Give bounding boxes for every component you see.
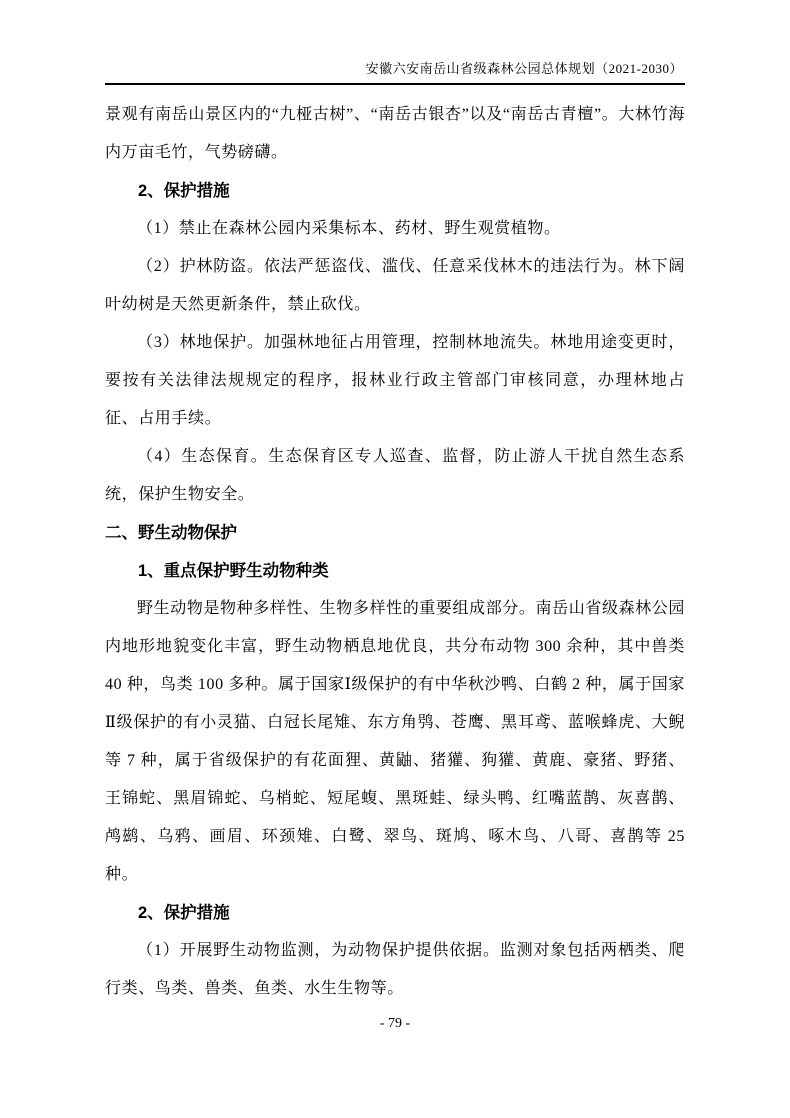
paragraph: 景观有南岳山景区内的“九桠古树”、“南岳古银杏”以及“南岳古青檀”。大林竹海内万亩毛竹，气势磅礴。 — [105, 106, 685, 161]
paragraph: （1）禁止在森林公园内采集标本、药材、野生观赏植物。 — [137, 220, 561, 237]
heading-main: 二、野生动物保护 — [105, 524, 237, 542]
heading-sub: 2、保护措施 — [138, 182, 230, 200]
paragraph: （1）开展野生动物监测，为动物保护提供依据。监测对象包括两栖类、爬行类、鸟类、兽类、鱼类、水生生物等。 — [105, 942, 685, 997]
paragraph: （2）护林防盗。依法严惩盗伐、滥伐、任意采伐林木的违法行为。林下阔叶幼树是天然更新条件，禁止砍伐。 — [105, 258, 685, 313]
page-content — [105, 0, 685, 1008]
heading-sub: 2、保护措施 — [138, 904, 230, 922]
header-title: 安徽六安南岳山省级森林公园总体规划（2021-2030） — [365, 61, 683, 76]
paragraph: 野生动物是物种多样性、生物多样性的重要组成部分。南岳山省级森林公园内地形地貌变化丰富，野生动物栖息地优良，共分布动物 300 余种，其中兽类 40 种，鸟类 100 多种。属于国家Ⅰ级保护的有中华秋沙鸭、白鹤 2 种，属于国家Ⅱ级保护的有小灵猫、白冠长尾雉、东方角鸮、苍鹰、黑耳鸢、蓝喉蜂虎、大鲵等 7 种，属于省级保护的有花面狸、黄鼬、猪獾、狗獾、黄鹿、豪猪、野猪、王锦蛇、黑眉锦蛇、乌梢蛇、短尾蝮、黑斑蛙、绿头鸭、红嘴蓝鹊、灰喜鹊、鸬鹚、乌鸦、画眉、环颈雉、白鹭、翠鸟、斑鸠、啄木鸟、八哥、喜鹊等 25 种。 — [105, 600, 685, 883]
page-footer — [0, 1012, 790, 1036]
heading-sub: 1、重点保护野生动物种类 — [138, 562, 329, 580]
paragraph: （3）林地保护。加强林地征占用管理，控制林地流失。林地用途变更时，要按有关法律法规规定的程序，报林业行政主管部门审核同意，办理林地占征、占用手续。 — [105, 334, 685, 427]
page-number: - 79 - — [379, 1016, 411, 1031]
page-header — [105, 0, 685, 85]
paragraph: （4）生态保育。生态保育区专人巡查、监督，防止游人干扰自然生态系统，保护生物安全。 — [105, 448, 685, 503]
document-body — [105, 85, 685, 1008]
